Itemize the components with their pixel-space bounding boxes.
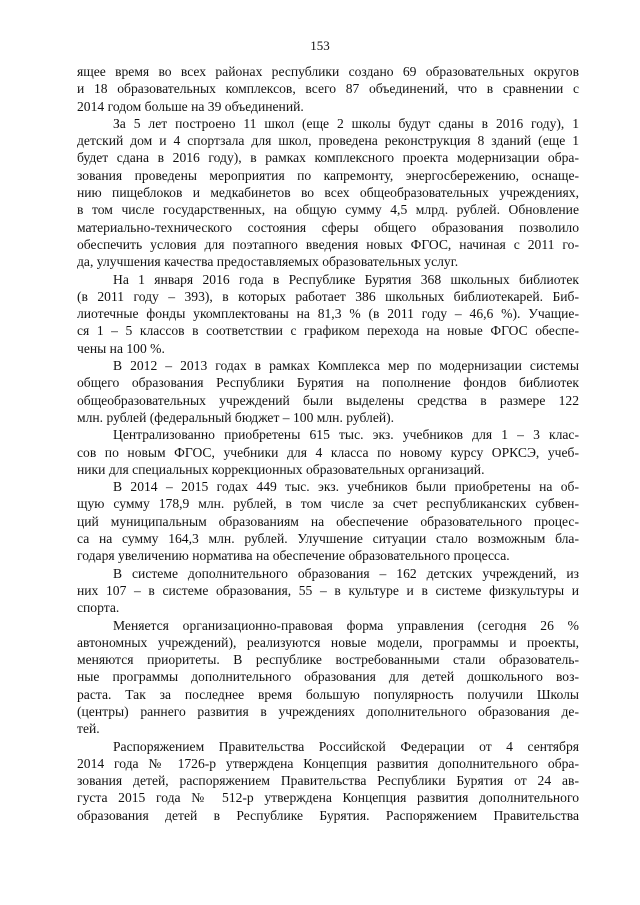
text-line: спорта. xyxy=(77,600,120,616)
text-line: будет сдана в 2016 году), в рамках комплексного проекта модернизации обра- xyxy=(77,150,579,166)
text-line: За 5 лет построено 11 школ (еще 2 школы будут сданы в 2016 году), 1 xyxy=(113,115,579,131)
text-line: и 18 образовательных комплексов, всего 87 объединений, что в сравнении с xyxy=(77,81,579,97)
text-line: 2014 года № 1726-р утверждена Концепция развития дополнительного обра- xyxy=(77,755,579,771)
text-line: да, улучшения качества предоставляемых образовательных услуг. xyxy=(77,254,459,270)
text-line: густа 2015 года № 512-р утверждена Концепция развития дополнительного xyxy=(77,790,579,806)
text-line: В 2012 – 2013 годах в рамках Комплекса мер по модернизации системы xyxy=(113,358,579,374)
text-line: тей. xyxy=(77,721,100,737)
text-line: материально-технического состояния сферы общего образования позволило xyxy=(77,219,579,235)
page-number: 153 xyxy=(310,38,330,53)
text-line: образования детей в Республике Бурятия. Распоряжением Правительства xyxy=(77,807,579,823)
text-line: ящее время во всех районах республики создано 69 образовательных округов xyxy=(77,64,579,79)
text-line: в том числе государственных, на общую сумму 4,5 млрд. рублей. Обновление xyxy=(77,202,579,218)
text-line: щую сумму 178,9 млн. рублей, в том числе за счет республиканских субвен- xyxy=(77,496,579,512)
body-text xyxy=(77,63,579,824)
text-line: сов по новым ФГОС, учебники для 4 класса по новому курсу ОРКСЭ, учеб- xyxy=(77,444,579,460)
text-line: (центры) раннего развития в учреждениях дополнительного образования де- xyxy=(77,703,579,719)
text-line: общего образования Республики Бурятия на пополнение фондов библиотек xyxy=(77,375,579,391)
text-line: В 2014 – 2015 годах 449 тыс. экз. учебников были приобретены на об- xyxy=(113,479,579,495)
text-line: общеобразовательных учреждений были выделены средства в размере 122 xyxy=(77,392,579,408)
text-line: ные программы дополнительного образования для детей дошкольного воз- xyxy=(77,669,579,685)
text-line: зования детей, распоряжением Правительства Республики Бурятия от 24 ав- xyxy=(77,773,579,789)
text-line: В системе дополнительного образования – 162 детских учреждений, из xyxy=(113,565,579,581)
text-line: зования проведены мероприятия по капремонту, энергосбережению, оснаще- xyxy=(77,167,579,183)
text-line: меняются приоритеты. В республике востребованными стали образователь- xyxy=(77,652,579,668)
text-line: На 1 января 2016 года в Республике Бурятия 368 школьных библиотек xyxy=(113,271,579,287)
text-line: са на сумму 164,3 млн. рублей. Улучшение ситуации стало возможным бла- xyxy=(77,531,579,547)
text-line: Распоряжением Правительства Российской Федерации от 4 сентября xyxy=(113,738,579,754)
text-line: годаря увеличению норматива на обеспечение образовательного процесса. xyxy=(77,548,510,564)
text-line: Централизованно приобретены 615 тыс. экз. учебников для 1 – 3 клас- xyxy=(113,427,579,443)
text-line: Меняется организационно-правовая форма управления (сегодня 26 % xyxy=(113,617,579,633)
text-line: автономных учреждений), реализуются новые модели, программы и проекты, xyxy=(77,634,579,650)
text-line: раста. Так за последнее время большую популярность получили Школы xyxy=(77,686,579,702)
text-line: них 107 – в системе образования, 55 – в культуре и в системе физкультуры и xyxy=(77,582,579,598)
text-line: лиотечные фонды укомплектованы на 81,3 % (в 2011 году – 46,6 %). Учащие- xyxy=(77,306,579,322)
text-line: (в 2011 году – 393), в которых работает 386 школьных библиотекарей. Биб- xyxy=(77,288,579,304)
text-line: детский дом и 4 спортзала для школ, проведена реконструкция 8 зданий (еще 1 xyxy=(77,133,579,149)
text-line: нию пищеблоков и медкабинетов во всех общеобразовательных учреждениях, xyxy=(77,185,579,201)
text-line: ся 1 – 5 классов в соответствии с графиком перехода на новые ФГОС обеспе- xyxy=(77,323,579,339)
text-line: ций муниципальным образованиям на обеспечение образовательного процес- xyxy=(77,513,579,529)
text-line: обеспечить условия для поэтапного введения новых ФГОС, начиная с 2011 го- xyxy=(77,236,579,252)
text-line: чены на 100 %. xyxy=(77,340,165,356)
text-line: млн. рублей (федеральный бюджет – 100 млн. рублей). xyxy=(77,409,395,425)
text-line: ники для специальных коррекционных образовательных организаций. xyxy=(77,461,485,477)
text-line: 2014 годом больше на 39 объединений. xyxy=(77,98,304,114)
